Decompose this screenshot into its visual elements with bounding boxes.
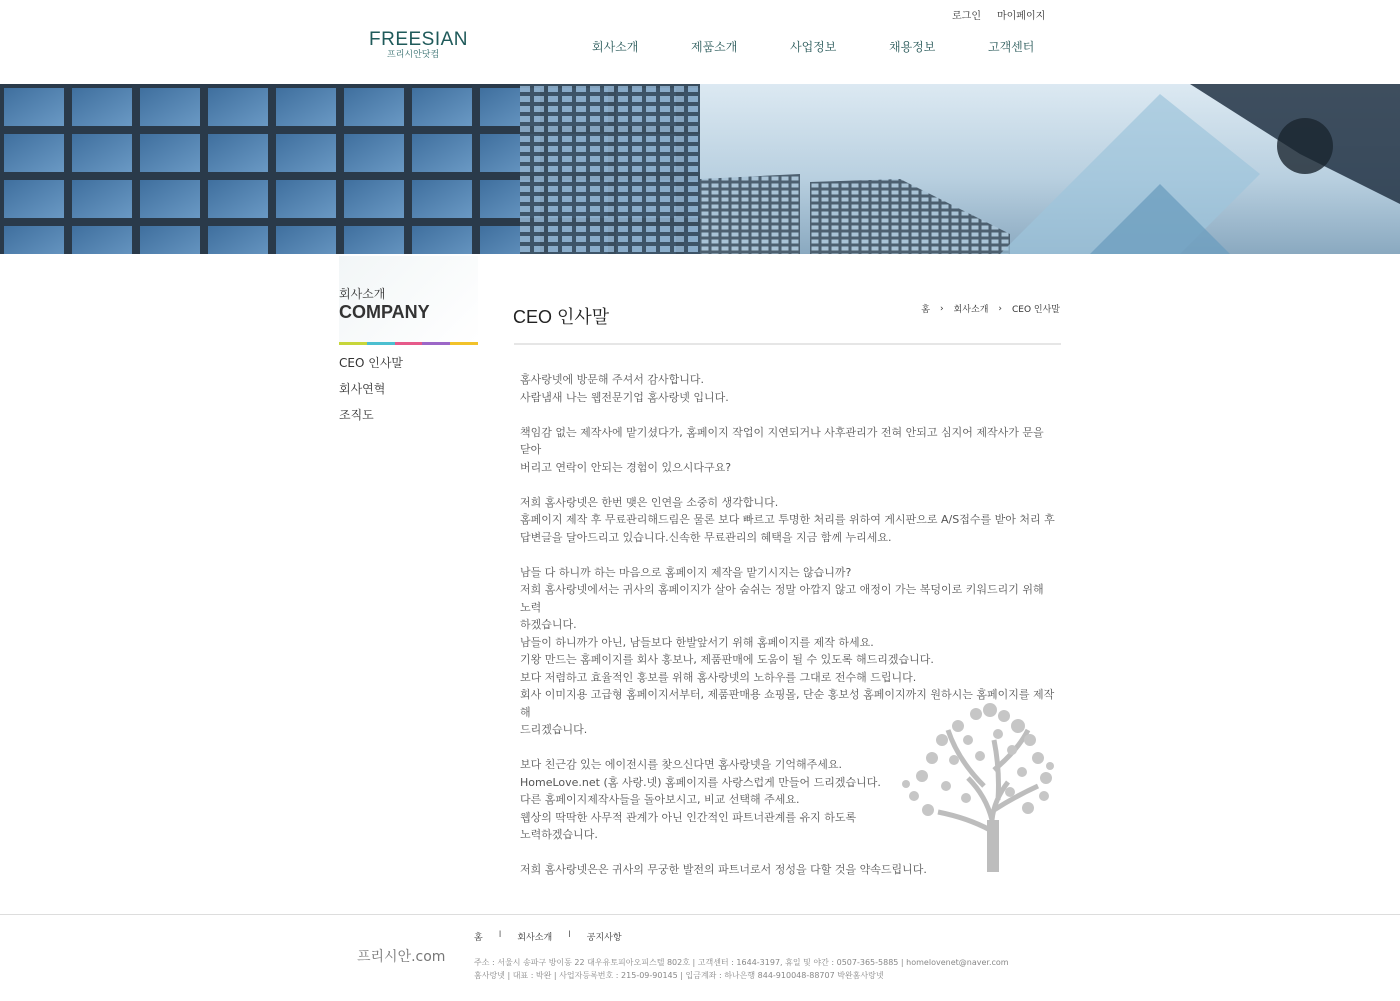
text-line: HomeLove.net (홈 사랑.넷) 홈페이지를 사랑스럽게 만들어 드리겠습니다. xyxy=(520,775,881,789)
nav-item-company[interactable]: 회사소개 xyxy=(592,40,639,54)
paragraph xyxy=(520,494,1055,547)
paragraph xyxy=(520,371,1055,406)
text-line: 드리겠습니다. xyxy=(520,723,588,736)
nav-item-business[interactable]: 사업정보 xyxy=(790,40,837,54)
utility-links xyxy=(952,7,1061,22)
accent-segment xyxy=(367,342,395,345)
text-line: 버리고 연락이 안되는 경험이 있으시다구요? xyxy=(520,460,732,474)
text-line: 회사 이미지용 고급형 홈페이지서부터, 제품판매용 쇼핑몰, 단순 홍보성 홈페이지까지 원하시는 홈페이지를 제작해 xyxy=(520,688,1055,719)
paragraph xyxy=(520,424,1055,477)
text-line: 저희 홈사랑넷은 한번 맺은 인연을 소중히 생각합니다. xyxy=(520,495,779,509)
nav-item-support[interactable]: 고객센터 xyxy=(988,40,1035,54)
sidebar-title-big: COMPANY xyxy=(339,302,430,322)
nav-item-products[interactable]: 제품소개 xyxy=(691,40,738,54)
text-line: 남들이 하니까가 아닌, 남들보다 한발앞서기 위해 홈페이지를 제작 하세요. xyxy=(520,635,874,649)
text-line: 홈사랑넷에 방문해 주셔서 감사합니다. xyxy=(520,373,705,386)
text-line: 보다 친근감 있는 에이전시를 찾으신다면 홈사랑넷을 기억해주세요. xyxy=(520,758,843,771)
accent-segment xyxy=(339,342,367,345)
accent-segment xyxy=(422,342,450,345)
sidebar-item-history[interactable]: 회사연혁 xyxy=(339,382,386,396)
accent-segment xyxy=(395,342,423,345)
chevron-right-icon: › xyxy=(940,303,944,314)
site-logo[interactable] xyxy=(369,30,468,60)
hero-banner-image xyxy=(0,84,1400,254)
text-line: 답변글을 달아드리고 있습니다.신속한 무료관리의 혜택을 지금 함께 누리세요. xyxy=(520,530,892,544)
text-line: 사람냄새 나는 웹전문기업 홈사랑넷 입니다. xyxy=(520,390,729,404)
text-line: 저희 홈사랑넷에서는 귀사의 홈페이지가 살아 숨쉬는 정말 아깝지 않고 애정이 가는 복덩이로 키워드리기 위해 노력 xyxy=(520,583,1044,614)
nav-item-recruit[interactable]: 채용정보 xyxy=(889,40,936,54)
logo-subtext: 프리시안닷컴 xyxy=(387,50,440,60)
accent-segment xyxy=(450,342,478,345)
breadcrumb-home[interactable]: 홈 xyxy=(921,305,930,315)
login-link[interactable]: 로그인 xyxy=(952,11,981,22)
mypage-link[interactable]: 마이페이지 xyxy=(996,11,1046,22)
logo-text: FREESIAN xyxy=(369,29,469,50)
page-title: CEO 인사말 xyxy=(513,307,610,327)
footer-link-home[interactable]: 홈 xyxy=(474,933,483,943)
text-line: 남들 다 하니까 하는 마음으로 홈페이지 제작을 맡기시지는 않습니까? xyxy=(520,565,852,579)
sidebar-title-small: 회사소개 xyxy=(339,287,386,301)
text-line: 저희 홈사랑넷은은 귀사의 무궁한 발전의 파트너로서 정성을 다할 것을 약속드립니다. xyxy=(520,863,927,876)
footer-address: 주소 : 서울시 송파구 방이동 22 대우유토피아오피스텔 802호 | 고객센터 : 1644-3197, 휴일 및 야간 : 0507-365-5885 | homelovenet@naver.com xyxy=(474,958,1009,967)
text-line: 기왕 만드는 홈페이지를 회사 홍보나, 제품판매에 도움이 될 수 있도록 해드리겠습니다. xyxy=(520,653,934,666)
footer-link-company[interactable]: 회사소개 xyxy=(517,933,553,943)
breadcrumb-current: CEO 인사말 xyxy=(1012,305,1060,315)
tree-illustration xyxy=(898,700,1054,872)
sidebar-menu xyxy=(339,354,403,432)
footer-separator: I xyxy=(568,930,571,940)
sidebar-accent-bar xyxy=(339,342,478,345)
site-header xyxy=(0,0,1400,85)
text-line: 홈페이지 제작 후 무료관리해드림은 물론 보다 빠르고 투명한 처리를 위하여 게시판으로 A/S접수를 받아 처리 후 xyxy=(520,513,1055,526)
text-line: 보다 저렴하고 효율적인 홍보를 위해 홈사랑넷의 노하우를 그대로 전수해 드립니다. xyxy=(520,670,917,684)
text-line: 책임감 없는 제작사에 맡기셨다가, 홈페이지 작업이 지연되거나 사후관리가 전혀 안되고 심지어 제작사가 문을 닫아 xyxy=(520,425,1044,456)
text-line: 하겠습니다. xyxy=(520,618,577,631)
main-nav xyxy=(592,38,1087,55)
footer-company-info: 홈사랑넷 | 대표 : 박완 | 사업자등록번호 : 215-09-90145 | 입금계좌 : 하나은행 844-910048-88707 박완홈사랑넷 xyxy=(474,971,884,980)
footer-separator: I xyxy=(498,930,502,940)
text-line: 다른 홈페이지제작사들을 돌아보시고, 비교 선택해 주세요. xyxy=(520,793,800,806)
site-footer xyxy=(0,914,1400,1001)
title-divider xyxy=(514,343,1061,345)
footer-logo: 프리시안.com xyxy=(357,949,446,965)
sidebar-item-organization[interactable]: 조직도 xyxy=(339,408,374,422)
breadcrumb xyxy=(921,302,1060,315)
sidebar-item-ceo[interactable]: CEO 인사말 xyxy=(339,356,403,370)
chevron-right-icon: › xyxy=(998,303,1002,314)
breadcrumb-company[interactable]: 회사소개 xyxy=(953,305,989,315)
sidebar-header xyxy=(339,256,478,342)
footer-link-notice[interactable]: 공지사항 xyxy=(586,933,622,943)
text-line: 웹상의 딱딱한 사무적 관계가 아닌 인간적인 파트너관계를 유지 하도록 xyxy=(520,810,857,824)
text-line: 노력하겠습니다. xyxy=(520,828,598,841)
footer-links xyxy=(474,930,622,943)
